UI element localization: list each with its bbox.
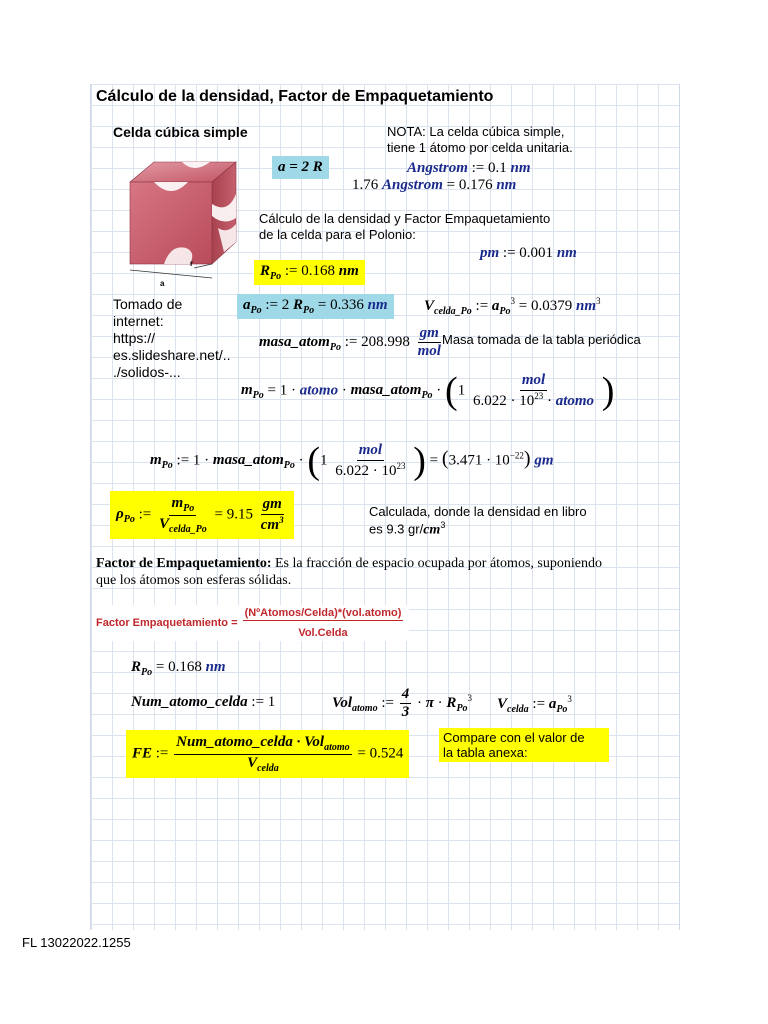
equation-num-atomo-celda: Num_atomo_celda := 1 — [131, 694, 276, 710]
equation-m-po-result: $m_{Po}$ := 1 · masa_atom$_{Po}$ · (1 $\frac{\text{mol}}{6.022 \cdot 10^{23}}$ ) = $(3.471 \cdot 10^{-22})$ gm — [150, 440, 554, 482]
cube-label-r: r — [190, 259, 194, 268]
equation-a-2r: a = 2 R — [272, 156, 329, 179]
masa-note: Masa tomada de la tabla periódica — [442, 332, 641, 347]
equation-r-po: $R_{Po}$ := 0.168 nm — [254, 260, 365, 285]
source-line-2: internet: — [113, 313, 164, 329]
factor-description-1: Factor de Empaquetamiento: Es la fracción de espacio ocupada por átomos, suponiendo — [96, 556, 602, 571]
equation-angstrom-value: 1.76 Angstrom = 0.176 nm — [352, 177, 517, 193]
section-subtitle: Celda cúbica simple — [113, 124, 248, 140]
equation-a-po: $a_{Po}$ := 2 $R_{Po} = 0.336$ nm — [237, 294, 394, 319]
calc-intro-2: de la celda para el Polonio: — [259, 227, 416, 242]
cube-label-a: a — [160, 279, 165, 288]
page-title: Cálculo de la densidad, Factor de Empaquetamiento — [96, 88, 494, 105]
note-line-2: tiene 1 átomo por celda unitaria. — [387, 140, 573, 155]
source-line-3: https:// — [113, 330, 156, 346]
cube-illustration — [124, 156, 244, 293]
equation-vol-atomo: Vol$_{atomo}$ := $\frac{4}{3}$ · $\pi \cdot R_{Po}^3$ — [332, 686, 473, 721]
density-note-2: es 9.3 $gr/cm^3$ — [369, 520, 446, 538]
density-note-1: Calculada, donde la densidad en libro — [369, 504, 587, 519]
equation-rho-po: $\rho_{Po}$ := $\frac{m_{Po}}{V_{celda\_Po}}$ = 9.15 $\frac{gm}{cm^3}$ — [110, 491, 294, 539]
factor-formula: Factor Empaquetamiento = $\frac{\text{(NºAtomos/Celda)*(vol.atomo)}}{\text{Vol.Celda}}$ — [92, 605, 409, 641]
compare-note-line-1: Compare con el valor de — [443, 730, 585, 745]
footer-text: FL 13022022.1255 — [22, 935, 131, 950]
equation-masa-atom: masa_atom$_{Po}$ := 208.998 $\frac{gm}{\text{mol}}$ — [259, 325, 441, 360]
note-line-1: NOTA: La celda cúbica simple, — [387, 124, 565, 139]
equation-m-po-atomo: $m_{Po} = 1$ · atomo · masa_atom$_{Po}$ · (1 $\frac{\text{mol}}{6.022 \cdot 10^{23} \cdot atomo}$ ) — [241, 370, 615, 412]
equation-v-celda-po: $V_{celda\_Po}$ := $a_{Po}^3 = 0.0379$ $nm^3$ — [424, 296, 601, 317]
source-line-4: es.slideshare.net/.. — [113, 347, 231, 363]
equation-v-celda: $V_{celda}$ := $a_{Po}^3$ — [497, 694, 572, 715]
calc-intro-1: Cálculo de la densidad y Factor Empaquetamiento — [259, 211, 551, 226]
source-line-5: ./solidos-... — [113, 364, 181, 380]
compare-note — [439, 728, 609, 762]
equation-angstrom-def: Angstrom := 0.1 nm — [407, 160, 531, 176]
equation-fe: FE := $\frac{Num\_atomo\_celda \cdot Vol_{atomo}}{V_{celda}}$ = 0.524 — [126, 730, 409, 778]
equation-r-po-2: $R_{Po} = 0.168$ nm — [131, 659, 226, 678]
compare-note-line-2: la tabla anexa: — [443, 745, 528, 760]
factor-description-2: que los átomos son esferas sólidas. — [96, 573, 292, 588]
equation-pm: pm := 0.001 nm — [480, 245, 577, 261]
source-line-1: Tomado de — [113, 296, 183, 312]
